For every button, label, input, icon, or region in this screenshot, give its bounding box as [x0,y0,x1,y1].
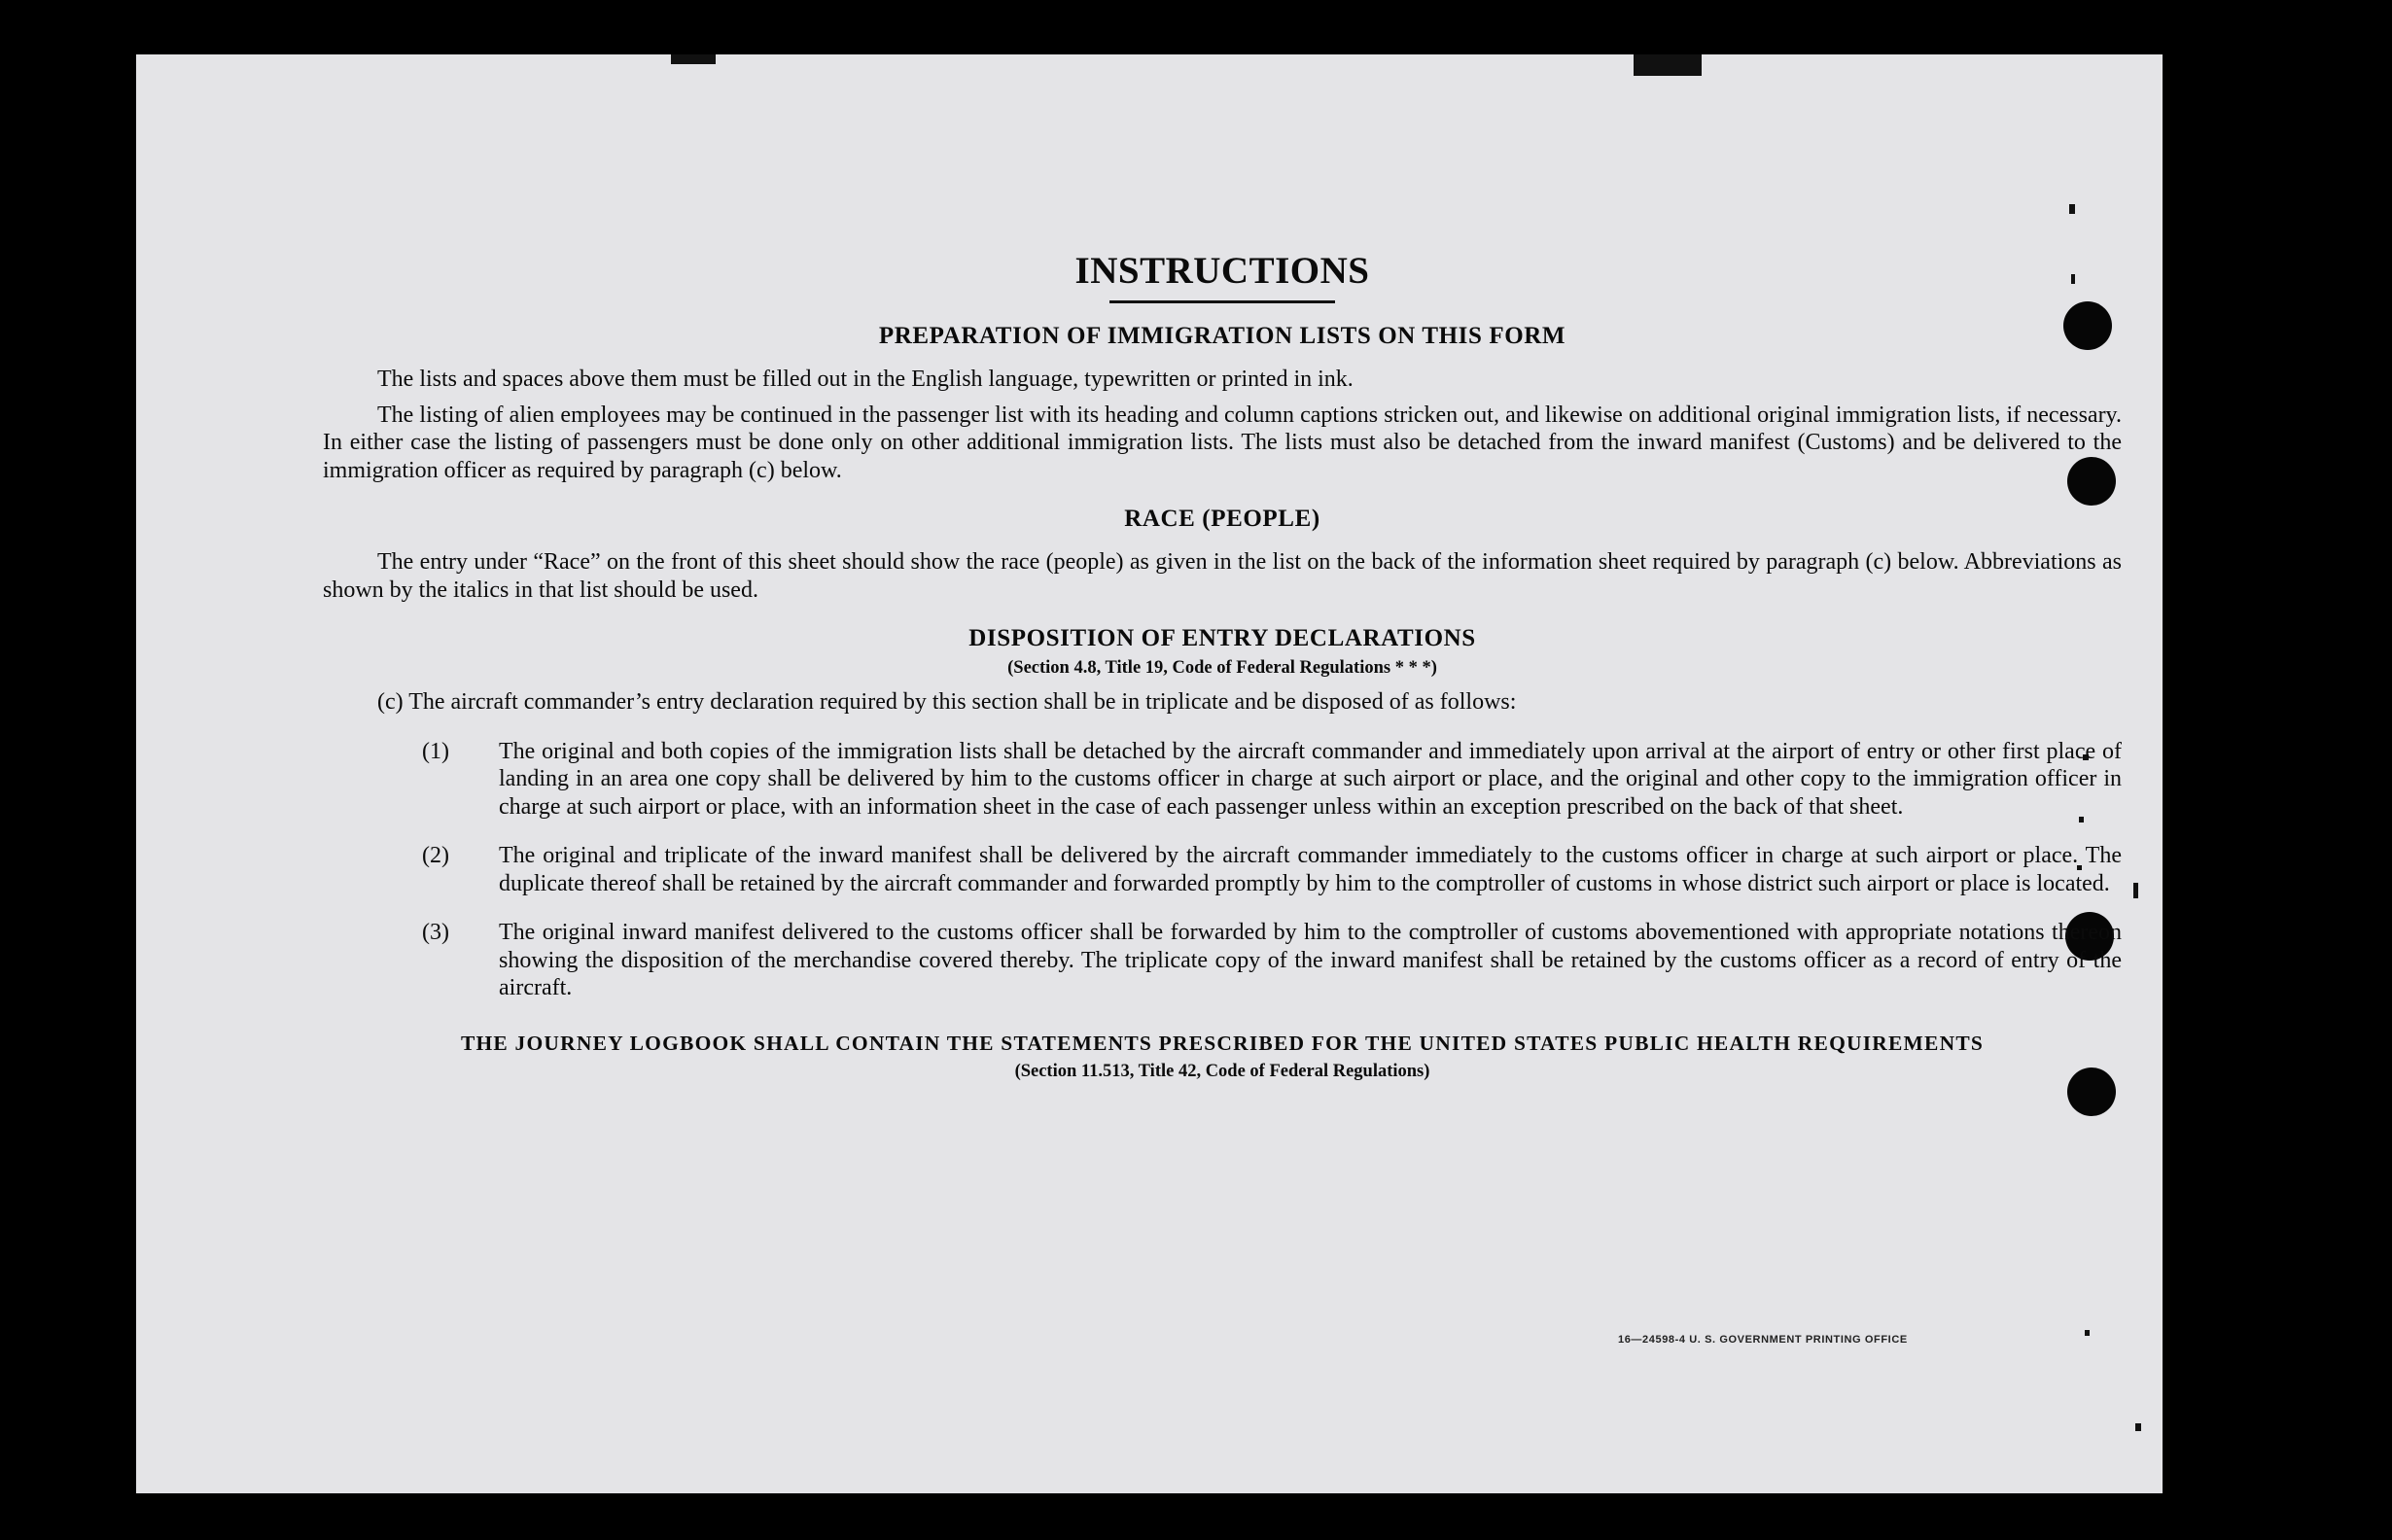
ink-speck [2085,1330,2090,1336]
instructions-content [323,249,2122,1082]
title-underline [1109,300,1335,303]
preparation-paragraph-2: The listing of alien employees may be continued in the passenger list with its heading and column captions stricken out, and likewise on additional original immigration lists, if necessary. In either case the listing of passengers must be done only on other additional immigration lists. The lists must also be detached from the inward manifest (Customs) and be delivered to the immigration officer as required by paragraph (c) below. [323,402,2122,483]
disposition-item [323,842,2122,897]
disposition-item [323,738,2122,822]
preparation-heading: PREPARATION OF IMMIGRATION LISTS ON THIS FORM [878,323,1566,349]
ink-speck [2133,883,2138,898]
preparation-paragraph-1: The lists and spaces above them must be filled out in the English language, typewritten or printed in ink. [377,367,1354,392]
disposition-item [323,919,2122,1002]
ink-speck [2069,204,2075,214]
paragraph-c-text: The aircraft commander’s entry declaration required by this section shall be in triplicate and be disposed of as follows: [408,689,1517,715]
disposition-citation: (Section 4.8, Title 19, Code of Federal Regulations * * *) [1007,658,1437,678]
item-text: The original and triplicate of the inward manifest shall be delivered by the aircraft commander immediately to the customs officer in charge at such airport or place. The duplicate thereof shall be retained by the aircraft commander and forwarded promptly by him to the comptroller of customs in whose district such airport or place is located. [499,843,2122,896]
ink-speck [1634,54,1702,76]
item-number: (3) [422,920,449,945]
page-title: INSTRUCTIONS [1074,250,1370,292]
printing-office-footer: 16—24598-4 U. S. GOVERNMENT PRINTING OFFICE [1618,1334,1908,1346]
item-text: The original and both copies of the immigration lists shall be detached by the aircraft commander and immediately upon arrival at the airport of entry or other first place of landing in an area one copy shall be delivered by him to the customs officer in charge at such airport or place, and the original and other copy to the immigration officer in charge at such airport or place, with an information sheet in the case of each passenger unless within an exception prescribed on the back of that sheet. [499,738,2122,820]
journey-logbook-citation: (Section 11.513, Title 42, Code of Federal Regulations) [1014,1061,1430,1081]
journey-logbook-heading: THE JOURNEY LOGBOOK SHALL CONTAIN THE STATEMENTS PRESCRIBED FOR THE UNITED STATES PUBLIC HEALTH REQUIREMENTS [460,1031,1985,1055]
paragraph-c-label: (c) [377,689,404,715]
ink-speck [2135,1423,2141,1431]
ink-speck [671,54,716,64]
item-number: (2) [422,843,449,868]
race-heading: RACE (PEOPLE) [1124,506,1320,532]
disposition-heading: DISPOSITION OF ENTRY DECLARATIONS [968,625,1476,651]
race-paragraph: The entry under “Race” on the front of this sheet should show the race (people) as given in the list on the back of the information sheet required by paragraph (c) below. Abbreviations as shown by the italics in that list should be used. [323,549,2122,603]
disposition-paragraph-c [323,688,2122,717]
item-number: (1) [422,738,449,764]
item-text: The original inward manifest delivered to the customs officer shall be forwarded by him to the comptroller of customs abovementioned with appropriate notations thereon showing the disposition of the merchandise covered thereby. The triplicate copy of the inward manifest shall be retained by the customs officer as a record of entry of the aircraft. [499,920,2122,1000]
document-sheet [136,54,2163,1493]
